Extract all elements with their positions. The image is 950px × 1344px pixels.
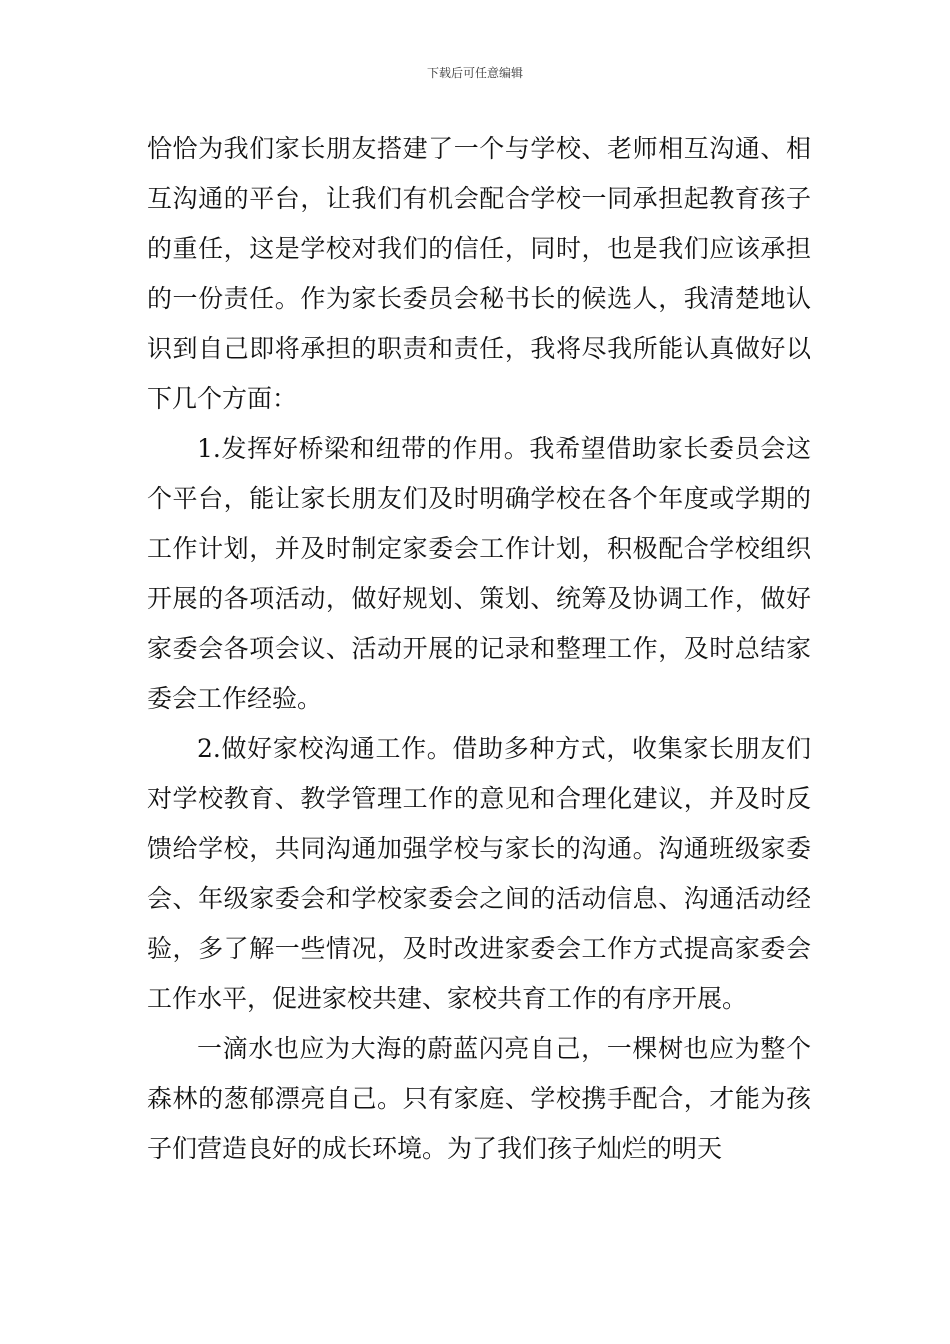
paragraph-intro: 恰恰为我们家长朋友搭建了一个与学校、老师相互沟通、相互沟通的平台，让我们有机会配合学校一同承担起教育孩子的重任，这是学校对我们的信任，同时，也是我们应该承担的一份责任。作为家长委员会秘书长的候选人，我清楚地认识到自己即将承担的职责和责任，我将尽我所能认真做好以下几个方面： bbox=[147, 134, 811, 413]
paragraph-closing: 一滴水也应为大海的蔚蓝闪亮自己，一棵树也应为整个森林的葱郁漂亮自己。只有家庭、学校携手配合，才能为孩子们营造良好的成长环境。为了我们孩子灿烂的明天 bbox=[147, 1034, 811, 1163]
document-body bbox=[147, 124, 811, 1174]
paragraph-point-1: 1.发挥好桥梁和纽带的作用。我希望借助家长委员会这个平台，能让家长朋友们及时明确学校在各个年度或学期的工作计划，并及时制定家委会工作计划，积极配合学校组织开展的各项活动，做好规划、策划、统筹及协调工作，做好家委会各项会议、活动开展的记录和整理工作，及时总结家委会工作经验。 bbox=[147, 434, 811, 713]
page-header: 下载后可任意编辑 bbox=[426, 66, 523, 80]
paragraph-point-2: 2.做好家校沟通工作。借助多种方式，收集家长朋友们对学校教育、教学管理工作的意见和合理化建议，并及时反馈给学校，共同沟通加强学校与家长的沟通。沟通班级家委会、年级家委会和学校家委会之间的活动信息、沟通活动经验，多了解一些情况，及时改进家委会工作方式提高家委会工作水平，促进家校共建、家校共育工作的有序开展。 bbox=[147, 734, 811, 1013]
